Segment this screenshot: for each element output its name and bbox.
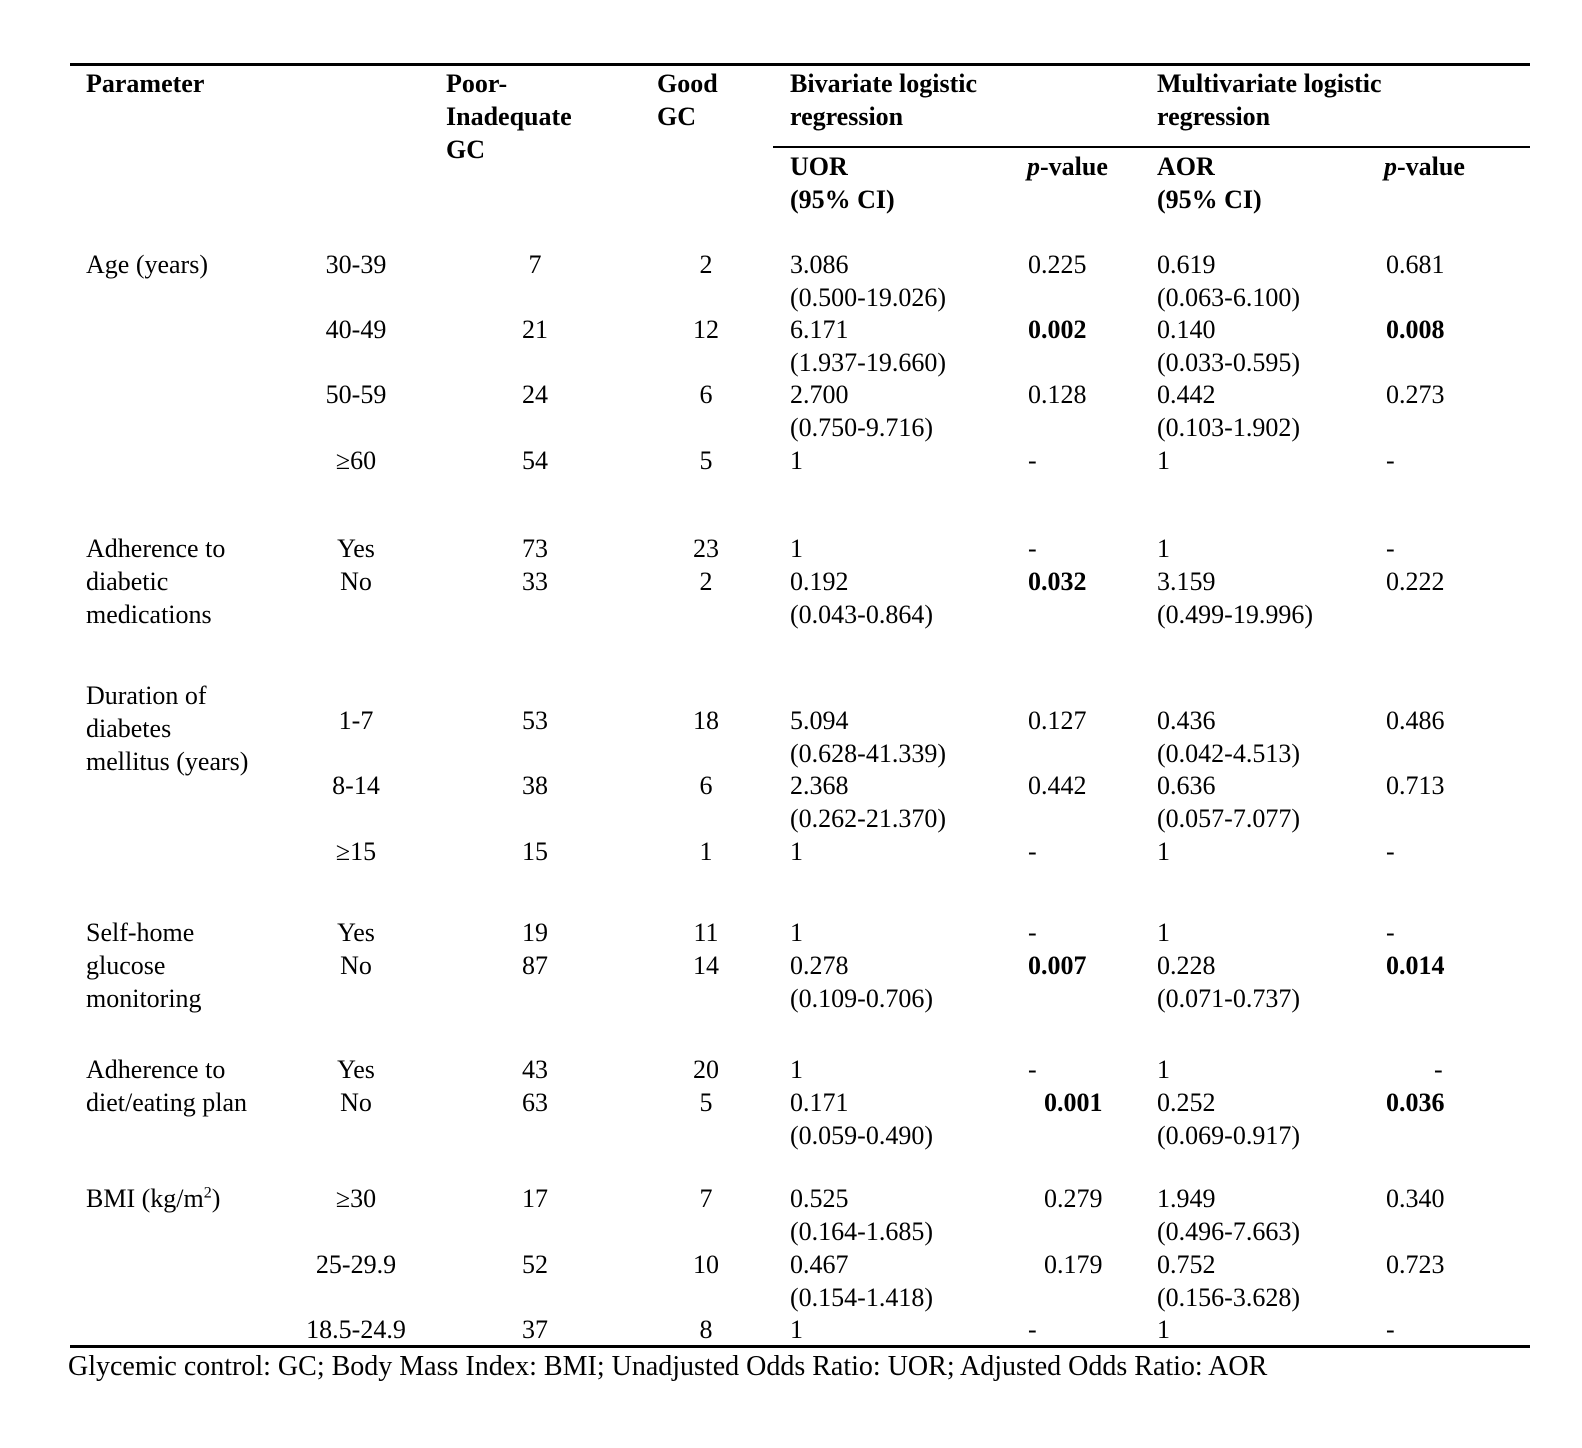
poor-gc-count: 21 bbox=[522, 315, 548, 344]
aor-value: 0.436 bbox=[1157, 706, 1216, 735]
p-value-multivariate: 0.222 bbox=[1386, 567, 1445, 596]
aor-value: 1 bbox=[1157, 1315, 1170, 1344]
uor-value: 0.278 bbox=[790, 951, 849, 980]
p-value-multivariate: 0.486 bbox=[1386, 706, 1445, 735]
uor-value: 0.192 bbox=[790, 567, 849, 596]
category-cell: Yes bbox=[337, 918, 375, 947]
uor-ci: (0.164-1.685) bbox=[790, 1217, 933, 1246]
good-gc-count: 2 bbox=[699, 250, 713, 279]
header-uor: UOR (95% CI) bbox=[790, 152, 895, 214]
group-label-bmi: BMI $(kg/m^2)$ bbox=[86, 1184, 221, 1213]
p-value-multivariate: - bbox=[1386, 534, 1395, 563]
poor-gc-count: 53 bbox=[522, 706, 548, 735]
category-cell: No bbox=[340, 951, 372, 980]
aor-value: 0.619 bbox=[1157, 250, 1216, 279]
aor-value: 1 bbox=[1157, 837, 1170, 866]
aor-ci: (0.033-0.595) bbox=[1157, 348, 1300, 377]
poor-gc-count: 63 bbox=[522, 1088, 548, 1117]
good-gc-count: 14 bbox=[693, 951, 719, 980]
aor-value: 3.159 bbox=[1157, 567, 1216, 596]
good-gc-count: 5 bbox=[699, 446, 713, 475]
subheader-rule bbox=[773, 146, 1530, 148]
poor-gc-count: 33 bbox=[522, 567, 548, 596]
category-cell: No bbox=[340, 1088, 372, 1117]
category-cell: 40-49 bbox=[325, 315, 387, 344]
category-cell: No bbox=[340, 567, 372, 596]
p-value-multivariate: 0.014 bbox=[1386, 951, 1445, 980]
aor-ci: (0.499-19.996) bbox=[1157, 600, 1313, 629]
category-cell: ≥30 bbox=[335, 1184, 377, 1213]
aor-value: 1 bbox=[1157, 918, 1170, 947]
aor-value: 1 bbox=[1157, 446, 1170, 475]
group-label-age: Age (years) bbox=[86, 250, 208, 279]
header-p-value-multivariate: p-value bbox=[1384, 152, 1465, 181]
p-value-bivariate: 0.007 bbox=[1028, 951, 1087, 980]
uor-ci: (0.750-9.716) bbox=[790, 413, 933, 442]
aor-value: 1.949 bbox=[1157, 1184, 1216, 1213]
uor-value: 0.525 bbox=[790, 1184, 849, 1213]
good-gc-count: 6 bbox=[699, 771, 713, 800]
p-value-bivariate: 0.225 bbox=[1028, 250, 1087, 279]
p-value-multivariate: 0.036 bbox=[1386, 1088, 1445, 1117]
poor-gc-count: 24 bbox=[522, 380, 548, 409]
uor-value: 0.171 bbox=[790, 1088, 849, 1117]
header-parameter: Parameter bbox=[86, 69, 205, 98]
p-value-multivariate: 0.681 bbox=[1386, 250, 1445, 279]
group-label-adherence-diet: Adherence to diet/eating plan bbox=[86, 1055, 248, 1117]
p-value-multivariate: - bbox=[1386, 446, 1395, 475]
p-value-multivariate: 0.273 bbox=[1386, 380, 1445, 409]
p-value-multivariate: - bbox=[1386, 1315, 1395, 1344]
group-label-adherence-medications: Adherence to diabetic medications bbox=[86, 534, 226, 629]
aor-ci: (0.069-0.917) bbox=[1157, 1121, 1300, 1150]
uor-value: 1 bbox=[790, 1315, 803, 1344]
uor-value: 0.467 bbox=[790, 1250, 849, 1279]
p-value-bivariate: - bbox=[1028, 837, 1037, 866]
p-value-bivariate: 0.032 bbox=[1028, 567, 1087, 596]
uor-ci: (0.109-0.706) bbox=[790, 984, 933, 1013]
good-gc-count: 10 bbox=[693, 1250, 719, 1279]
uor-ci: (0.628-41.339) bbox=[790, 739, 946, 768]
poor-gc-count: 54 bbox=[522, 446, 548, 475]
aor-value: 1 bbox=[1157, 1055, 1170, 1084]
good-gc-count: 2 bbox=[699, 567, 713, 596]
uor-ci: (0.059-0.490) bbox=[790, 1121, 933, 1150]
category-cell: Yes bbox=[337, 534, 375, 563]
uor-value: 2.700 bbox=[790, 380, 849, 409]
aor-value: 0.252 bbox=[1157, 1088, 1216, 1117]
header-good-gc: Good GC bbox=[657, 69, 718, 131]
p-value-bivariate: - bbox=[1028, 446, 1037, 475]
footnote: Glycemic control: GC; Body Mass Index: BMI; Unadjusted Odds Ratio: UOR; Adjusted Odds Ratio: AOR bbox=[68, 1351, 1268, 1382]
p-value-bivariate: - bbox=[1028, 534, 1037, 563]
uor-value: 5.094 bbox=[790, 706, 849, 735]
uor-value: 1 bbox=[790, 534, 803, 563]
category-cell: 1-7 bbox=[338, 706, 374, 735]
poor-gc-count: 17 bbox=[522, 1184, 548, 1213]
good-gc-count: 20 bbox=[693, 1055, 719, 1084]
uor-ci: (0.262-21.370) bbox=[790, 804, 946, 833]
p-value-bivariate: - bbox=[1028, 918, 1037, 947]
p-value-bivariate: 0.279 bbox=[1044, 1184, 1103, 1213]
p-value-bivariate: 0.127 bbox=[1028, 706, 1087, 735]
p-value-bivariate: 0.128 bbox=[1028, 380, 1087, 409]
p-value-multivariate: 0.723 bbox=[1386, 1250, 1445, 1279]
poor-gc-count: 38 bbox=[522, 771, 548, 800]
header-multivariate: Multivariate logistic regression bbox=[1157, 69, 1382, 131]
aor-ci: (0.496-7.663) bbox=[1157, 1217, 1300, 1246]
category-cell: ≥15 bbox=[335, 837, 377, 866]
p-value-bivariate: 0.179 bbox=[1044, 1250, 1103, 1279]
good-gc-count: 23 bbox=[693, 534, 719, 563]
aor-value: 0.442 bbox=[1157, 380, 1216, 409]
uor-value: 2.368 bbox=[790, 771, 849, 800]
category-cell: 50-59 bbox=[325, 380, 387, 409]
category-cell: 30-39 bbox=[325, 250, 387, 279]
uor-value: 1 bbox=[790, 837, 803, 866]
poor-gc-count: 7 bbox=[528, 250, 542, 279]
uor-value: 1 bbox=[790, 446, 803, 475]
header-poor-gc: Poor- Inadequate GC bbox=[446, 69, 572, 164]
p-value-multivariate: - bbox=[1386, 837, 1395, 866]
aor-value: 0.140 bbox=[1157, 315, 1216, 344]
uor-value: 6.171 bbox=[790, 315, 849, 344]
good-gc-count: 18 bbox=[693, 706, 719, 735]
good-gc-count: 5 bbox=[699, 1088, 713, 1117]
aor-value: 0.752 bbox=[1157, 1250, 1216, 1279]
p-value-multivariate: 0.713 bbox=[1386, 771, 1445, 800]
aor-ci: (0.063-6.100) bbox=[1157, 283, 1300, 312]
top-rule bbox=[70, 63, 1530, 66]
aor-value: 0.228 bbox=[1157, 951, 1216, 980]
p-value-bivariate: 0.442 bbox=[1028, 771, 1087, 800]
p-value-multivariate: 0.340 bbox=[1386, 1184, 1445, 1213]
category-cell: 25-29.9 bbox=[315, 1250, 397, 1279]
aor-value: 0.636 bbox=[1157, 771, 1216, 800]
good-gc-count: 6 bbox=[699, 380, 713, 409]
poor-gc-count: 43 bbox=[522, 1055, 548, 1084]
category-cell: 8-14 bbox=[332, 771, 380, 800]
good-gc-count: 7 bbox=[699, 1184, 713, 1213]
p-value-multivariate: - bbox=[1434, 1055, 1443, 1084]
p-value-multivariate: - bbox=[1386, 918, 1395, 947]
aor-ci: (0.042-4.513) bbox=[1157, 739, 1300, 768]
p-value-bivariate: 0.001 bbox=[1044, 1088, 1103, 1117]
poor-gc-count: 52 bbox=[522, 1250, 548, 1279]
uor-ci: (1.937-19.660) bbox=[790, 348, 946, 377]
aor-ci: (0.156-3.628) bbox=[1157, 1283, 1300, 1312]
p-value-bivariate: - bbox=[1028, 1315, 1037, 1344]
aor-ci: (0.071-0.737) bbox=[1157, 984, 1300, 1013]
uor-ci: (0.043-0.864) bbox=[790, 600, 933, 629]
header-bivariate: Bivariate logistic regression bbox=[790, 69, 978, 131]
group-label-self-monitoring: Self-home glucose monitoring bbox=[86, 918, 202, 1013]
uor-value: 1 bbox=[790, 1055, 803, 1084]
good-gc-count: 11 bbox=[693, 918, 719, 947]
uor-ci: (0.154-1.418) bbox=[790, 1283, 933, 1312]
good-gc-count: 8 bbox=[699, 1315, 713, 1344]
header-p-value-bivariate: p-value bbox=[1027, 152, 1108, 181]
category-cell: 18.5-24.9 bbox=[306, 1315, 406, 1344]
uor-value: 3.086 bbox=[790, 250, 849, 279]
p-value-bivariate: 0.002 bbox=[1028, 315, 1087, 344]
aor-ci: (0.057-7.077) bbox=[1157, 804, 1300, 833]
p-value-multivariate: 0.008 bbox=[1386, 315, 1445, 344]
aor-value: 1 bbox=[1157, 534, 1170, 563]
poor-gc-count: 73 bbox=[522, 534, 548, 563]
aor-ci: (0.103-1.902) bbox=[1157, 413, 1300, 442]
header-aor: AOR (95% CI) bbox=[1157, 152, 1262, 214]
good-gc-count: 12 bbox=[693, 315, 719, 344]
category-cell: ≥60 bbox=[335, 446, 377, 475]
poor-gc-count: 87 bbox=[522, 951, 548, 980]
category-cell: Yes bbox=[337, 1055, 375, 1084]
uor-value: 1 bbox=[790, 918, 803, 947]
uor-ci: (0.500-19.026) bbox=[790, 283, 946, 312]
p-value-bivariate: - bbox=[1028, 1055, 1037, 1084]
poor-gc-count: 19 bbox=[522, 918, 548, 947]
poor-gc-count: 15 bbox=[522, 837, 548, 866]
good-gc-count: 1 bbox=[699, 837, 713, 866]
poor-gc-count: 37 bbox=[522, 1315, 548, 1344]
group-label-duration: Duration of diabetes mellitus (years) bbox=[86, 681, 249, 776]
